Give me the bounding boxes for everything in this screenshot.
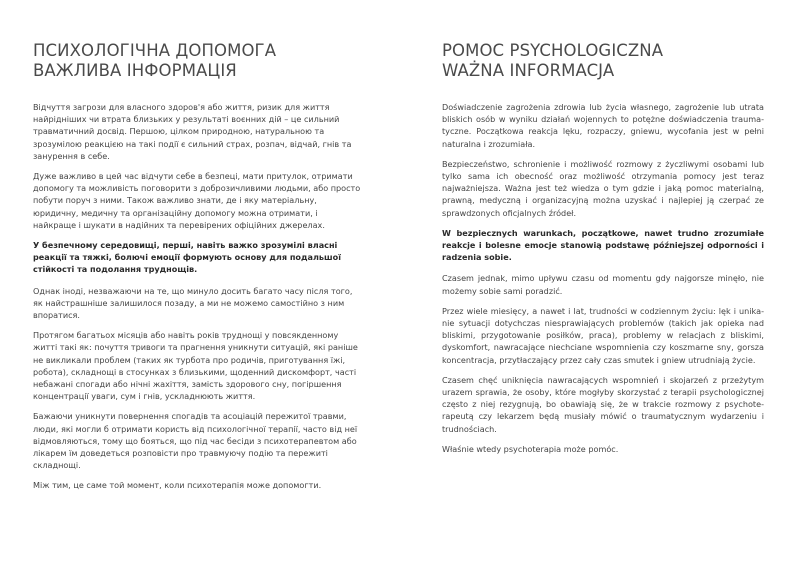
paragraph: Czasem chęć uniknięcia nawracających wspomnień i skojarzeń z przeżytym urazem sprawia, że osoby, które mogłyby skorzystać z terapii psychologicznej często z niej rezygnują, bo obawiają się, że w trakcie rozmowy z psychote-rapeutą czy lekarzem będą musiały mówić o traumatycznym wydarzeniu i trudnościach. [442, 374, 764, 434]
paragraph: Між тим, це саме той момент, коли психотерапія може допомогти. [33, 480, 322, 491]
paragraph: Doświadczenie zagrożenia zdrowia lub życia własnego, zagrożenie lub utrata bliskich osób w wyniku działań wojennych to potężne doświadczenia trauma-tyczne. Początkowa reakcja lęku, rozpaczy, gniewu, wycofania jest w pełni naturalna i zrozumiała. [442, 102, 764, 149]
paragraph: Протягом багатьох місяців або навіть років труднощі у повсякденному житті такі як: почуття тривоги та прагнення уникнути ситуацій, які раніше не викликали проблем (таких як турбота про родичів, приготування їжі, робота), складнощі в стосунках з близькими, щоденний дискомфорт, часті небажані спогади або нічні жахіття, замість здорового сну, погіршення концентрації уваги, сум і гнів, ускладнюють життя. [33, 330, 358, 402]
page-title [33, 41, 363, 81]
paragraph: Właśnie wtedy psychoterapia może pomóc. [442, 443, 619, 454]
paragraph: Przez wiele miesięcy, a nawet i lat, trudności w codziennym życiu: lęk i unika-nie sytuacji dotychczas niesprawiających problemów (takich jak opieka nad bliskimi, przygotowanie posiłków, praca), problemy w relacjach z bliskimi, dyskomfort, nawracające niechciane wspomnienia czy koszmarne sny, gorsza koncentracja, przytłaczający przez cały czas smutek i gniew utrudniają życie. [442, 305, 764, 365]
paragraph: Однак іноді, незважаючи на те, що минуло досить багато часу після того, як найстрашніше залишилося позаду, а ми не можемо самостійно з ним впоратися. [33, 285, 353, 321]
title-line-1: POMOC PSYCHOLOGICZNA [442, 41, 664, 60]
body-text [33, 101, 363, 500]
title-line-1: ПСИХОЛОГІЧНА ДОПОМОГА [33, 41, 277, 60]
highlighted-paragraph: У безпечному середовищі, перші, навіть важко зрозумілі власні реакції та тяжкі, болючі емоції формують основу для подальшої стійкості та подолання труднощів. [33, 240, 341, 275]
paragraph: Czasem jednak, mimo upływu czasu od momentu gdy najgorsze minęło, nie możemy sobie sami poradzić. [442, 273, 764, 296]
paragraph: Дуже важливо в цей час відчути себе в безпеці, мати притулок, отримати допомогу та можливість поговорити з доброзичливими людьми, або просто побути поруч з ними. Також важливо знати, де і яку матеріальну, юридичну, медичну та організаційну допомогу можна отримати, і найкраще і шукати в надійних та перевірених офіційних джерелах. [33, 171, 361, 230]
paragraph: Відчуття загрози для власного здоров'я або життя, ризик для життя найрідніших чи втрата близьких у результаті воєнних дій – це сильний травматичний досвід. Першою, цілком природною, натуральною та зрозумілою реакцією на такі події є сильний страх, розпач, відчай, гнів та занурення в себе. [33, 102, 352, 161]
highlighted-paragraph: W bezpiecznych warunkach, początkowe, nawet trudno zrozumiałe reakcje i bolesne emocje stanowią podstawę późniejszej odporności i radzenia sobie. [442, 227, 764, 263]
title-line-2: WAŻNA INFORMACJA [442, 61, 615, 80]
paragraph: Bezpieczeństwo, schronienie i możliwość rozmowy z życzliwymi osobami lub tylko sama ich obecność oraz możliwość otrzymania pomocy jest teraz najważniejsza. Ważna jest też wiedza o tym gdzie i jaką pomoc materialną, prawną, medyczną i organizacyjną można uzyskać i najlepiej ją czerpać ze sprawdzonych oficjalnych źródeł. [442, 158, 764, 218]
right-page-polish [400, 0, 800, 570]
title-line-2: ВАЖЛИВА ІНФОРМАЦІЯ [33, 61, 237, 80]
body-text [442, 101, 764, 463]
paragraph: Бажаючи уникнути повернення спогадів та асоціацій пережитої травми, люди, які могли б отримати користь від психологічної терапії, часто від неї відмовляються, тому що бояться, що під час бесіди з психотерапевтом або лікарем їм доведеться розповісти про травмуючу подію та пережиті складнощі. [33, 411, 358, 471]
page-title [442, 41, 762, 81]
